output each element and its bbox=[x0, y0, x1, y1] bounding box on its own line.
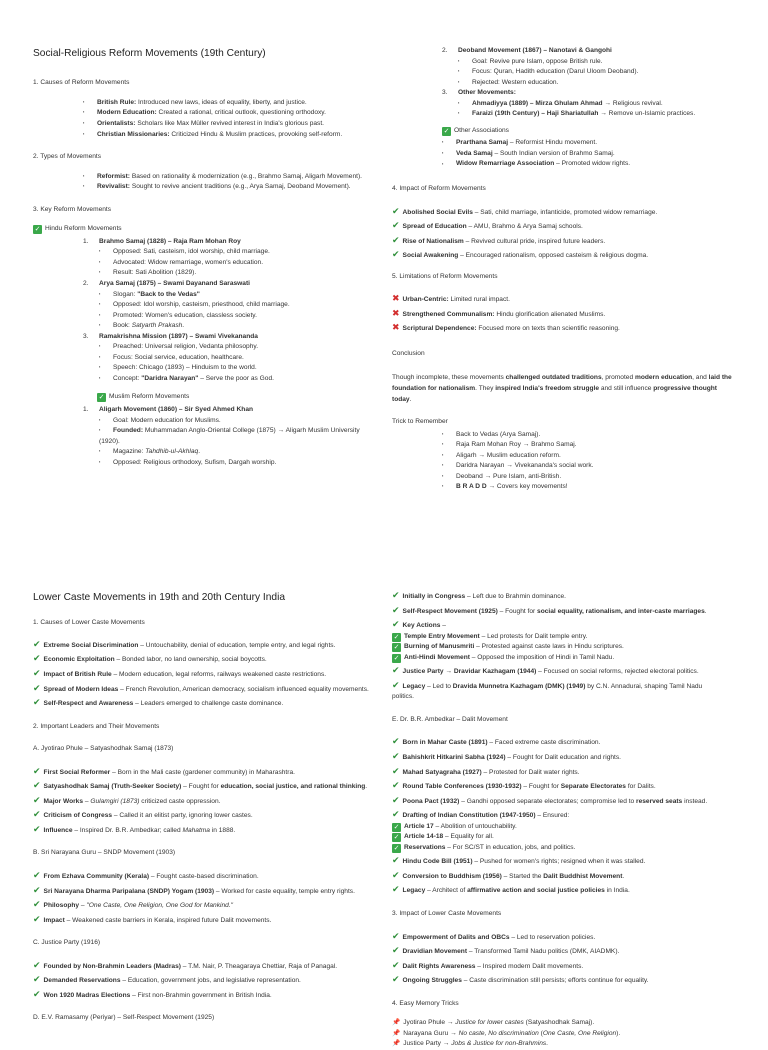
list-item: ▪ Prarthana Samaj – Reformist Hindu movement. bbox=[442, 138, 732, 149]
list-item: 📌 Justice Party → Jobs & Justice for non-Brahmins. bbox=[392, 1040, 548, 1048]
check-icon: ✔ bbox=[392, 590, 400, 600]
list-item: ✔ Dalit Rights Awareness – Inspired modern Dalit movements. bbox=[392, 959, 584, 970]
list-item: ✔ Empowerment of Dalits and OBCs – Led to reservation policies. bbox=[392, 930, 596, 941]
deoband-movement: 2. Deoband Movement (1867) – Nanotavi & Gangohi ▪ Goal: Revive pure Islam, oppose British rule. ▪ Focus: Quran, Hadith education (Darul Uloom Deoband). ▪ Rejected: Western education. 3. Other Movements: ▪ Ahmadiyya (1889) – Mirza Ghulam Ahmad → Religious revival. ▪ Faraizi (19th Century) – Haji Shariatullah → Remove un-Islamic practices. bbox=[392, 46, 732, 120]
list-item: ✔ Dravidian Movement – Transformed Tamil Nadu politics (DMK, AIADMK). bbox=[392, 945, 620, 956]
list-item: ✖ Scriptural Dependence: Focused more on texts than scientific reasoning. bbox=[392, 322, 620, 333]
list-item: ✔ Demanded Reservations – Education, government jobs, and legislative representation. bbox=[33, 974, 301, 985]
check-icon: ✔ bbox=[392, 679, 400, 690]
page-title: Lower Caste Movements in 19th and 20th Century India bbox=[33, 592, 286, 603]
section-heading: 5. Limitations of Reform Movements bbox=[392, 272, 498, 280]
list-item: ▪ Opposed: Idol worship, casteism, priesthood, child marriage. bbox=[99, 300, 373, 311]
list-item: ✔ Impact of British Rule – Modern education, legal reforms, railways weakened caste restrictions. bbox=[33, 667, 327, 678]
list-item: ▪ Opposed: Religious orthodoxy, Sufism, Dargah worship. bbox=[99, 458, 373, 469]
section-heading: Trick to Remember bbox=[392, 418, 448, 426]
check-icon: ✔ bbox=[33, 869, 41, 880]
check-icon: ✔ bbox=[392, 665, 400, 676]
section-heading: E. Dr. B.R. Ambedkar – Dalit Movement bbox=[392, 715, 508, 723]
causes-list bbox=[33, 637, 373, 710]
section-heading: 3. Key Reform Movements bbox=[33, 205, 112, 213]
list-item: ✔ Satyashodhak Samaj (Truth-Seeker Society) – Fought for education, social justice, and rational thinking. bbox=[33, 780, 368, 791]
list-item: ▪ Revivalist: Sought to revive ancient traditions (e.g., Arya Samaj, Deoband Movement). bbox=[83, 182, 373, 193]
pin-icon: 📌 bbox=[392, 1029, 401, 1037]
check-icon: ✔ bbox=[392, 855, 400, 866]
check-icon: ✔ bbox=[392, 809, 400, 820]
list-item: ▪ Aligarh → Muslim education reform. bbox=[442, 451, 732, 462]
impact-list bbox=[392, 929, 722, 987]
list-item: 📌 Narayana Guru → No caste, No discrimination (One Caste, One Religion). bbox=[392, 1029, 621, 1037]
check-icon: ✔ bbox=[392, 930, 400, 941]
list-item: ▪ Promoted: Women's education, classless society. bbox=[99, 311, 373, 322]
caste-movements-column-right bbox=[392, 588, 722, 1050]
list-item: ▪ Goal: Revive pure Islam, oppose British rule. bbox=[458, 57, 732, 68]
list-item: ✔ Major Works – Gulamgiri (1873) criticized caste oppression. bbox=[33, 794, 221, 805]
list-item: ▪ Rejected: Western education. bbox=[458, 78, 732, 89]
list-item: ✔ Self-Respect and Awareness – Leaders emerged to challenge caste dominance. bbox=[33, 697, 284, 708]
conclusion-paragraph: Though incomplete, these movements challenged outdated traditions, promoted modern education, and laid the foundation for nationalism. They inspired India's freedom struggle and still influence progressive thought today. bbox=[392, 374, 732, 403]
list-item: ✔ Mahad Satyagraha (1927) – Protested for Dalit water rights. bbox=[392, 765, 580, 776]
associations-list bbox=[392, 138, 732, 170]
list-item: ▪ Raja Ram Mohan Roy → Brahmo Samaj. bbox=[442, 440, 732, 451]
list-item: ✓ Burning of Manusmriti – Protested against caste laws in Hindu scriptures. bbox=[393, 643, 624, 652]
caste-movements-column-left bbox=[33, 590, 373, 1024]
types-list bbox=[33, 172, 373, 193]
check-icon: ✔ bbox=[392, 959, 400, 970]
list-item: ✔ Round Table Conferences (1930-1932) – Fought for Separate Electorates for Dalits. bbox=[392, 780, 656, 791]
list-item: ✔ Rise of Nationalism – Revived cultural pride, inspired future leaders. bbox=[392, 234, 606, 245]
check-icon: ✔ bbox=[33, 823, 41, 834]
check-box-icon: ✓ bbox=[393, 654, 400, 662]
list-item: ▪ Book: Satyarth Prakash. bbox=[99, 321, 373, 332]
list-item: ▪ Focus: Social service, education, healthcare. bbox=[99, 353, 373, 364]
list-item: ✓ Reservations – For SC/ST in education, jobs, and politics. bbox=[393, 843, 576, 852]
list-item: ▪ Ahmadiyya (1889) – Mirza Ghulam Ahmad → Religious revival. bbox=[458, 99, 732, 110]
check-icon: ✔ bbox=[392, 751, 400, 762]
check-icon: ✔ bbox=[392, 619, 400, 630]
list-item: ▪ Concept: "Daridra Narayan" – Serve the poor as God. bbox=[99, 374, 373, 385]
list-item: ✔ Legacy – Led to Dravida Munnetra Kazhagam (DMK) (1949) by C.N. Annadurai, shaping Tamil Nadu politics. bbox=[392, 679, 703, 701]
check-icon: ✔ bbox=[33, 794, 41, 805]
check-icon: ✔ bbox=[33, 653, 41, 664]
list-item: ✔ Sri Narayana Dharma Paripalana (SNDP) Yogam (1903) – Worked for caste equality, temple entry rights. bbox=[33, 884, 355, 895]
cross-icon: ✖ bbox=[392, 293, 400, 304]
list-item: ▪ Advocated: Widow remarriage, women's education. bbox=[99, 258, 373, 269]
section-heading: 1. Causes of Reform Movements bbox=[33, 79, 130, 87]
section-heading: 4. Impact of Reform Movements bbox=[392, 185, 486, 193]
check-icon: ✔ bbox=[392, 234, 400, 245]
check-icon: ✔ bbox=[392, 884, 400, 895]
cross-icon: ✖ bbox=[392, 322, 400, 333]
section-heading: 2. Types of Movements bbox=[33, 153, 102, 161]
check-icon: ✔ bbox=[33, 884, 41, 895]
impact-list bbox=[392, 204, 732, 262]
list-item: ✓ Temple Entry Movement – Led protests for Dalit temple entry. bbox=[393, 632, 588, 641]
subheading: ✓ Muslim Reform Movements bbox=[98, 393, 190, 402]
check-icon: ✔ bbox=[392, 765, 400, 776]
check-icon: ✔ bbox=[33, 809, 41, 820]
section-heading: 2. Important Leaders and Their Movements bbox=[33, 722, 160, 730]
list-item: ▪ Daridra Narayan → Vivekananda's social work. bbox=[442, 461, 732, 472]
list-item: ▪ Speech: Chicago (1893) – Hinduism to the world. bbox=[99, 363, 373, 374]
list-item: ▪ Widow Remarriage Association – Promoted widow rights. bbox=[442, 159, 732, 170]
list-item: ▪ Deoband → Pure Islam, anti-British. bbox=[442, 472, 732, 483]
list-item: ✔ Key Actions – bbox=[392, 619, 446, 630]
list-item: ▪ Goal: Modern education for Muslims. bbox=[99, 416, 373, 427]
list-item: ✔ Won 1920 Madras Elections – First non-Brahmin government in British India. bbox=[33, 988, 272, 999]
list-item: 📌 Jyotirao Phule → Justice for lower castes (Satyashodhak Samaj). bbox=[392, 1019, 595, 1027]
list-item: ✔ Initially in Congress – Left due to Brahmin dominance. bbox=[392, 590, 567, 600]
list-item: ▪ Focus: Quran, Hadith education (Darul Uloom Deoband). bbox=[458, 67, 732, 78]
check-icon: ✔ bbox=[33, 913, 41, 924]
list-item: ▪ Preached: Universal religion, Vedanta philosophy. bbox=[99, 342, 373, 353]
subheading: ✓ Hindu Reform Movements bbox=[34, 225, 122, 234]
list-item: ▪ Veda Samaj – South Indian version of Brahmo Samaj. bbox=[442, 149, 732, 160]
tricks-list bbox=[392, 430, 732, 493]
check-icon: ✔ bbox=[392, 794, 400, 805]
list-item: ✔ Self-Respect Movement (1925) – Fought for social equality, rationalism, and inter-caste marriages. bbox=[392, 604, 707, 615]
list-item: ▪ Christian Missionaries: Criticized Hindu & Muslim practices, provoking self-reform. bbox=[83, 130, 373, 141]
list-item: ✔ Extreme Social Discrimination – Untouchability, denial of education, temple entry, and legal rights. bbox=[33, 638, 336, 649]
list-item: ▪ Slogan: "Back to the Vedas" bbox=[99, 290, 373, 301]
section-heading: 4. Easy Memory Tricks bbox=[392, 999, 459, 1007]
list-item: ✓ Article 17 – Abolition of untouchability. bbox=[393, 822, 517, 831]
list-item: ✔ Criticism of Congress – Called it an elitist party, ignoring lower castes. bbox=[33, 809, 253, 820]
check-icon: ✔ bbox=[33, 638, 41, 649]
list-item: ▪ British Rule: Introduced new laws, ideas of equality, liberty, and justice. bbox=[83, 98, 373, 109]
cross-icon: ✖ bbox=[392, 307, 400, 318]
list-item: ✓ Article 14-18 – Equality for all. bbox=[393, 833, 494, 842]
check-icon: ✔ bbox=[33, 765, 41, 776]
list-item: ▪ Modern Education: Created a rational, critical outlook, questioning orthodoxy. bbox=[83, 108, 373, 119]
check-icon: ✔ bbox=[392, 780, 400, 791]
check-box-icon: ✓ bbox=[393, 633, 400, 641]
list-item: ✔ Impact – Weakened caste barriers in Kerala, inspired future Dalit movements. bbox=[33, 913, 272, 924]
check-icon: ✔ bbox=[392, 974, 400, 985]
check-icon: ✔ bbox=[392, 736, 400, 747]
check-icon: ✔ bbox=[392, 205, 400, 216]
periyar-list bbox=[392, 588, 722, 703]
list-item: ✔ From Ezhava Community (Kerala) – Fought caste-based discrimination. bbox=[33, 869, 259, 880]
check-icon: ✔ bbox=[33, 959, 41, 970]
list-item: ▪ Faraizi (19th Century) – Haji Shariatullah → Remove un-Islamic practices. bbox=[458, 109, 732, 120]
check-box-icon: ✓ bbox=[443, 127, 450, 135]
check-icon: ✔ bbox=[392, 604, 400, 615]
brahmo-samaj: 1. Brahmo Samaj (1828) – Raja Ram Mohan Roy ▪ Opposed: Sati, casteism, idol worship, child marriage. ▪ Advocated: Widow remarriage, women's education. ▪ Result: Sati Abolition (1829). 2. Arya Samaj (1875) – Swami Dayanand Saraswati ▪ Slogan: "Back to the Vedas" ▪ Opposed: Idol worship, casteism, priesthood, child marriage. ▪ Promoted: Women's education, classless society. ▪ Book: Satyarth Prakash. 3. Ramakrishna Mission (1897) – Swami Vivekananda ▪ Preached: Universal religion, Vedanta philosophy. ▪ Focus: Social service, education, healthcare. ▪ Speech: Chicago (1893) – Hinduism to the world. ▪ Concept: "Daridra Narayan" – Serve the poor as God. bbox=[33, 237, 373, 385]
list-item: ✔ Spread of Education – AMU, Brahmo & Arya Samaj schools. bbox=[392, 220, 583, 231]
check-icon: ✔ bbox=[392, 945, 400, 956]
list-item: ✔ Justice Party → Dravidar Kazhagam (1944) – Focused on social reforms, rejected electoral politics. bbox=[392, 665, 699, 676]
check-icon: ✔ bbox=[33, 682, 41, 693]
list-item: ✔ Abolished Social Evils – Sati, child marriage, infanticide, promoted widow remarriage. bbox=[392, 205, 658, 216]
check-box-icon: ✓ bbox=[393, 644, 400, 652]
check-box-icon: ✓ bbox=[393, 823, 400, 831]
list-item: ✓ Anti-Hindi Movement – Opposed the imposition of Hindi in Tamil Nadu. bbox=[393, 653, 615, 662]
check-icon: ✔ bbox=[33, 974, 41, 985]
reform-movements-column-right bbox=[392, 46, 732, 493]
narayana-guru-list bbox=[33, 868, 373, 926]
list-item: ✔ Ongoing Struggles – Caste discrimination still persists; efforts continue for equality. bbox=[392, 974, 649, 985]
justice-party-list bbox=[33, 958, 373, 1002]
list-item: ▪ Magazine: Tahdhib-ul-Akhlaq. bbox=[99, 447, 373, 458]
ambedkar-list bbox=[392, 734, 722, 897]
check-icon: ✔ bbox=[392, 869, 400, 880]
list-item: ✔ Conversion to Buddhism (1956) – Started the Dalit Buddhist Movement. bbox=[392, 869, 625, 880]
pin-icon: 📌 bbox=[392, 1019, 401, 1027]
list-item: ✔ Legacy – Architect of affirmative action and social justice policies in India. bbox=[392, 884, 630, 895]
aligarh-movement: 1. Aligarh Movement (1860) – Sir Syed Ahmed Khan ▪ Goal: Modern education for Muslims. ▪ Founded: Muhammadan Anglo-Oriental College (1875) → Aligarh Muslim University (1920). ▪ Magazine: Tahdhib-ul-Akhlaq. ▪ Opposed: Religious orthodoxy, Sufism, Dargah worship. bbox=[33, 405, 373, 468]
section-heading: D. E.V. Ramasamy (Periyar) – Self-Respect Movement (1925) bbox=[33, 1014, 215, 1022]
list-item: ✔ Philosophy – "One Caste, One Religion, One God for Mankind." bbox=[33, 899, 233, 910]
section-heading: 3. Impact of Lower Caste Movements bbox=[392, 910, 502, 918]
list-item: ✖ Strengthened Communalism: Hindu glorification alienated Muslims. bbox=[392, 307, 606, 318]
section-heading: 1. Causes of Lower Caste Movements bbox=[33, 619, 145, 627]
list-item: ✔ Bahishkrit Hitkarini Sabha (1924) – Fought for Dalit education and rights. bbox=[392, 751, 621, 762]
list-item: ✔ Founded by Non-Brahmin Leaders (Madras) – T.M. Nair, P. Theagaraya Chettiar, Raja of Panagal. bbox=[33, 959, 338, 970]
section-heading: B. Sri Narayana Guru – SNDP Movement (1903) bbox=[33, 849, 176, 857]
check-box-icon: ✓ bbox=[34, 226, 41, 234]
limitations-list bbox=[392, 291, 732, 335]
list-item: ▪ Founded: Muhammadan Anglo-Oriental College (1875) → Aligarh Muslim University (1920). bbox=[99, 426, 373, 447]
list-item: ✔ Spread of Modern Ideas – French Revolution, American democracy, socialism influenced equality movements. bbox=[33, 682, 369, 693]
list-item: ✔ Drafting of Indian Constitution (1947-1950) – Ensured: bbox=[392, 809, 570, 820]
list-item: ✖ Urban-Centric: Limited rural impact. bbox=[392, 293, 510, 304]
section-heading: Conclusion bbox=[392, 349, 425, 357]
section-heading: C. Justice Party (1916) bbox=[33, 939, 101, 947]
memory-tricks-list bbox=[392, 1018, 722, 1050]
phule-list bbox=[33, 764, 373, 837]
list-item: ✔ Economic Exploitation – Bonded labor, no land ownership, social boycotts. bbox=[33, 653, 267, 664]
check-icon: ✔ bbox=[33, 780, 41, 791]
check-icon: ✔ bbox=[33, 667, 41, 678]
list-item: ✔ Social Awakening – Encouraged rationalism, opposed casteism & religious dogma. bbox=[392, 249, 649, 260]
pin-icon: 📌 bbox=[392, 1040, 401, 1048]
check-icon: ✔ bbox=[33, 899, 41, 910]
list-item: ▪ Back to Vedas (Arya Samaj). bbox=[442, 430, 732, 441]
check-box-icon: ✓ bbox=[393, 834, 400, 842]
causes-list bbox=[33, 98, 373, 140]
list-item: ▪ Reformist: Based on rationality & modernization (e.g., Brahmo Samaj, Aligarh Movement). bbox=[83, 172, 373, 183]
list-item: ▪ Orientalists: Scholars like Max Müller revived interest in India's glorious past. bbox=[83, 119, 373, 130]
reform-movements-column-left bbox=[33, 46, 373, 468]
check-icon: ✔ bbox=[392, 249, 400, 260]
list-item: ✔ Hindu Code Bill (1951) – Pushed for women's rights; resigned when it was stalled. bbox=[392, 855, 646, 866]
section-heading: A. Jyotirao Phule – Satyashodhak Samaj (1873) bbox=[33, 745, 174, 753]
list-item: ▪ B R A D D → Covers key movements! bbox=[442, 482, 732, 493]
list-item: ✔ First Social Reformer – Born in the Mali caste (gardener community) in Maharashtra. bbox=[33, 765, 295, 776]
check-icon: ✔ bbox=[33, 988, 41, 999]
list-item: ✔ Poona Pact (1932) – Gandhi opposed separate electorates; compromise led to reserved seats instead. bbox=[392, 794, 708, 805]
page-title: Social-Religious Reform Movements (19th Century) bbox=[33, 48, 266, 59]
list-item: ✔ Born in Mahar Caste (1891) – Faced extreme caste discrimination. bbox=[392, 736, 601, 747]
subheading: ✓ Other Associations bbox=[443, 126, 509, 135]
check-icon: ✔ bbox=[392, 220, 400, 231]
check-box-icon: ✓ bbox=[98, 394, 105, 402]
list-item: ▪ Result: Sati Abolition (1829). bbox=[99, 268, 373, 279]
list-item: ▪ Opposed: Sati, casteism, idol worship, child marriage. bbox=[99, 247, 373, 258]
check-box-icon: ✓ bbox=[393, 844, 400, 852]
check-icon: ✔ bbox=[33, 697, 41, 708]
list-item: ✔ Influence – Inspired Dr. B.R. Ambedkar; called Mahatma in 1888. bbox=[33, 823, 236, 834]
